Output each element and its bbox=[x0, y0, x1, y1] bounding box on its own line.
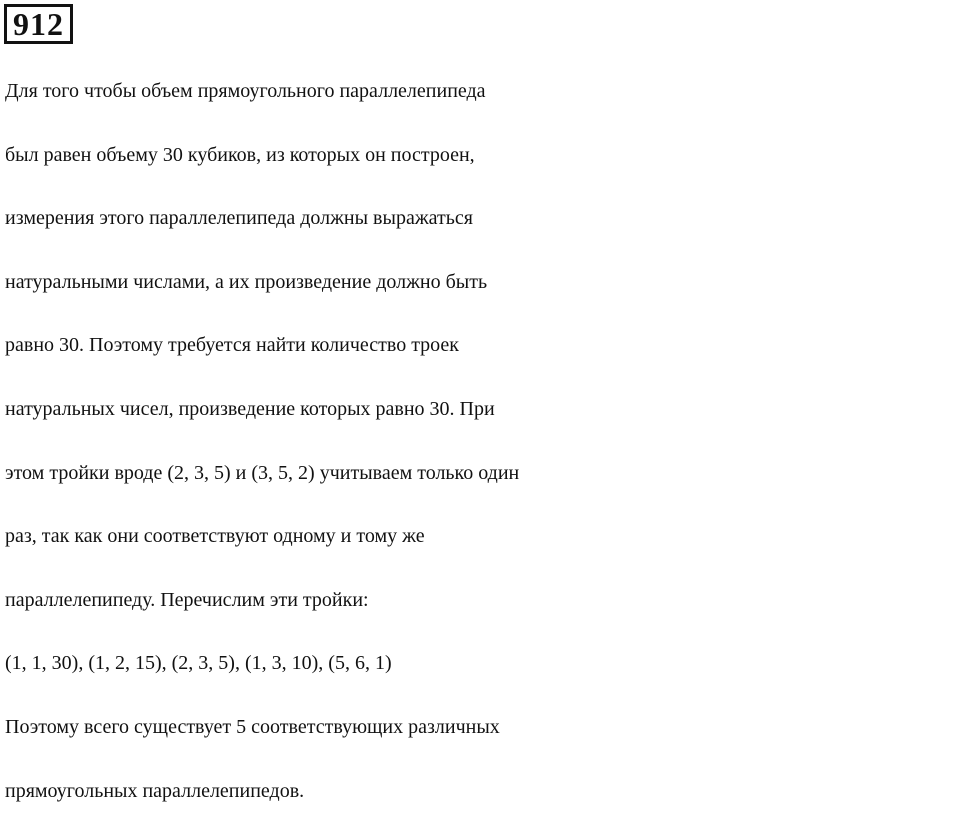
text-line: натуральных чисел, произведение которых равно 30. При bbox=[5, 397, 495, 420]
text-line: прямоугольных параллелепипедов. bbox=[5, 779, 305, 802]
text-line: натуральными числами, а их произведение должно быть bbox=[5, 270, 488, 293]
text-line: раз, так как они соответствуют одному и тому же bbox=[5, 525, 425, 548]
text-line: параллелепипеду. Перечислим эти тройки: bbox=[5, 588, 369, 611]
text-line: Для того чтобы объем прямоугольного параллелепипеда bbox=[5, 80, 486, 102]
triples-list: (1, 1, 30), (1, 2, 15), (2, 3, 5), (1, 3, 10), (5, 6, 1) bbox=[5, 652, 392, 675]
text-line: Поэтому всего существует 5 соответствующих различных bbox=[5, 715, 500, 738]
solution-text bbox=[5, 60, 960, 823]
problem-number: 912 bbox=[4, 4, 73, 44]
text-line: был равен объему 30 кубиков, из которых он построен, bbox=[5, 143, 475, 166]
text-line: измерения этого параллелепипеда должны выражаться bbox=[5, 207, 473, 230]
text-line: этом тройки вроде (2, 3, 5) и (3, 5, 2) учитываем только один bbox=[5, 461, 520, 484]
text-line: равно 30. Поэтому требуется найти количество троек bbox=[5, 334, 460, 357]
